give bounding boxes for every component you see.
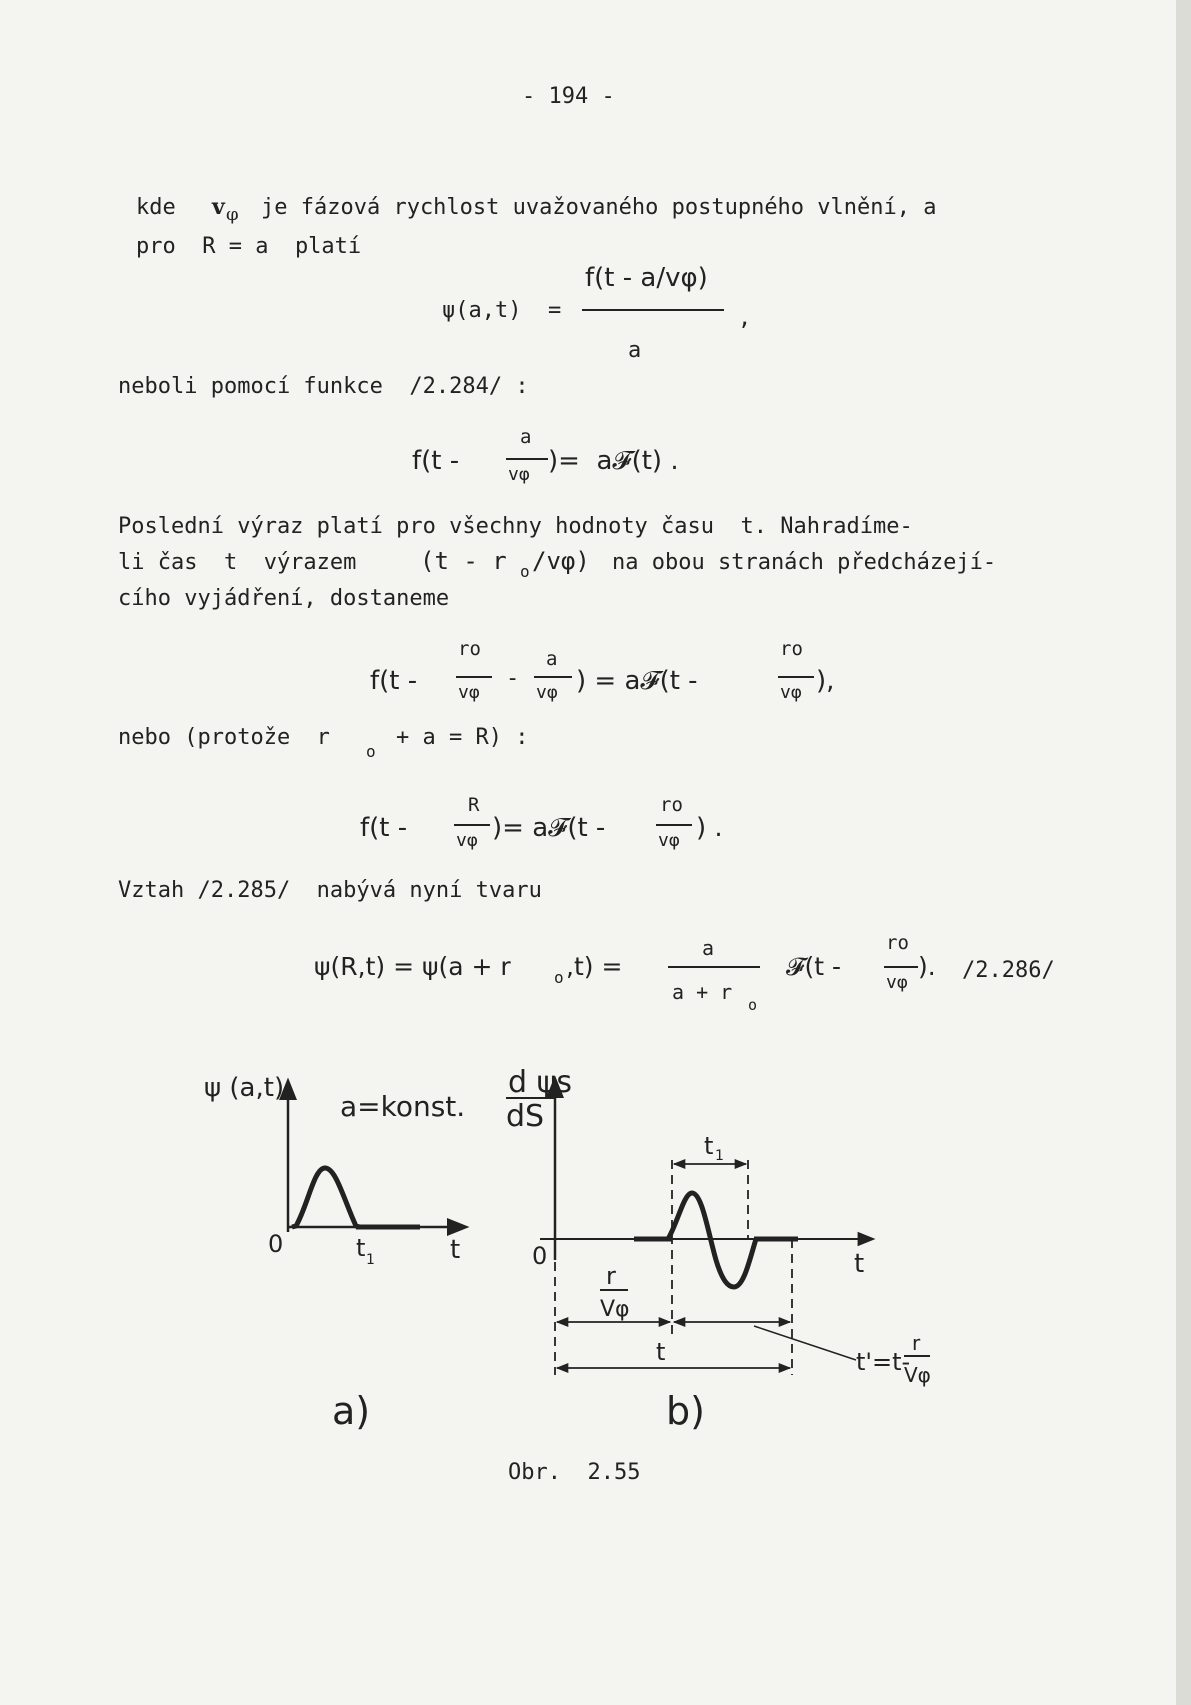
panel-b-leader (754, 1326, 856, 1360)
eq1-numerator: f(t - a/vφ) (585, 263, 708, 293)
eq3-p1: f(t - (370, 666, 418, 696)
panel-a-t-axis: t (450, 1235, 461, 1265)
para1-rest: je fázová rychlost uvažovaného postupného vlnění, a (261, 195, 937, 220)
panel-a-note: a=konst. (340, 1090, 466, 1123)
panel-b-t1: t (704, 1132, 714, 1160)
eq5-den: a + r (672, 980, 733, 1004)
eq4-ro: ro (660, 794, 683, 816)
panel-a (204, 1073, 465, 1433)
panel-b-t-axis: t (854, 1249, 865, 1279)
para1-v: v (212, 194, 225, 220)
panel-a-t1-sub: 1 (366, 1252, 375, 1268)
panel-b-caption: b) (666, 1389, 705, 1433)
eq5-lhs: ψ(R,t) = ψ(a + r (314, 952, 511, 981)
eq4-R: R (468, 794, 480, 816)
page-number: - 194 - (522, 84, 615, 109)
eq2-lhs: f(t - (412, 446, 460, 476)
eq4-end: ) . (696, 813, 723, 843)
eq3-minus: - (506, 666, 520, 691)
eq5-num: a (702, 936, 715, 960)
eq5-o1: o (554, 968, 564, 987)
eq5-end: ). (918, 952, 936, 981)
para3-line3: cího vyjádření, dostaneme (118, 586, 450, 611)
eq3-ro: ro (458, 638, 481, 660)
text5: Vztah /2.285/ nabývá nyní tvaru (118, 878, 542, 903)
eq2-a: a (520, 426, 532, 448)
panel-b-t1-sub: 1 (715, 1148, 724, 1164)
eq3-vphi1: vφ (458, 682, 480, 703)
eq5-label: /2.286/ (962, 958, 1055, 983)
panel-a-caption: a) (332, 1389, 371, 1433)
eq4-vphi1: vφ (456, 830, 478, 851)
para3-line2e: na obou stranách předcházejí- (612, 550, 997, 575)
eq3-a: a (546, 648, 558, 670)
eq3-mid: ) = a𝓕(t - (576, 666, 698, 696)
panel-b-ylabel-den: dS (506, 1099, 545, 1134)
eq3-ro2: ro (780, 638, 803, 660)
text4-b: o (366, 742, 376, 761)
eq5-vphi: vφ (886, 972, 908, 993)
eq5-o2: o (748, 996, 758, 1014)
eq3-end: ), (816, 666, 835, 696)
para3-line1: Poslední výraz platí pro všechny hodnoty času t. Nahradíme- (118, 514, 913, 539)
para3-line2d: /vφ) (532, 547, 590, 575)
panel-b-r: r (606, 1262, 616, 1290)
panel-b (506, 1065, 931, 1433)
panel-b-tdim: t (656, 1338, 666, 1366)
eq5-F: 𝓕(t - (786, 952, 841, 981)
panel-b-ylabel-num: d ψs (508, 1065, 572, 1100)
eq1-comma: , (738, 306, 752, 331)
para3-line2b: (t - r (420, 547, 507, 575)
eq3-vphi3: vφ (780, 682, 802, 703)
panel-b-vphi: Vφ (600, 1297, 630, 1322)
figure-caption: Obr. 2.55 (508, 1460, 641, 1485)
panel-a-ylabel: ψ (a,t) (204, 1073, 285, 1103)
para3-line2a: li čas t výrazem (118, 550, 357, 575)
eq2-vphi: vφ (508, 464, 530, 485)
panel-a-t1: t (356, 1234, 366, 1262)
panel-b-tprime-r: r (912, 1331, 921, 1355)
para3-line2c: o (520, 562, 530, 581)
eq2-rhs: )= a𝓕(t) . (548, 446, 679, 476)
text4-a: nebo (protože r (118, 725, 330, 750)
eq5-lhs2: ,t) = (566, 952, 623, 981)
eq4-mid: )= a𝓕(t - (492, 813, 606, 843)
panel-a-pulse (292, 1168, 360, 1227)
eq1-denominator: a (628, 338, 642, 363)
panel-b-tprime: t'=t- (856, 1348, 911, 1376)
text4-c: + a = R) : (396, 725, 529, 750)
para1-kde: kde (136, 195, 176, 220)
eq4-p1: f(t - (360, 813, 408, 843)
eq5-ro: ro (886, 932, 909, 954)
panel-a-origin: 0 (268, 1230, 284, 1258)
panel-b-tprime-v: Vφ (904, 1363, 931, 1387)
para1-phi: φ (226, 204, 239, 225)
eq1-lhs: ψ(a,t) = (442, 298, 562, 323)
text2: neboli pomocí funkce /2.284/ : (118, 374, 529, 399)
eq4-vphi2: vφ (658, 830, 680, 851)
para1-line2: pro R = a platí (136, 234, 362, 259)
eq3-vphi2: vφ (536, 682, 558, 703)
panel-b-origin: 0 (532, 1242, 548, 1270)
